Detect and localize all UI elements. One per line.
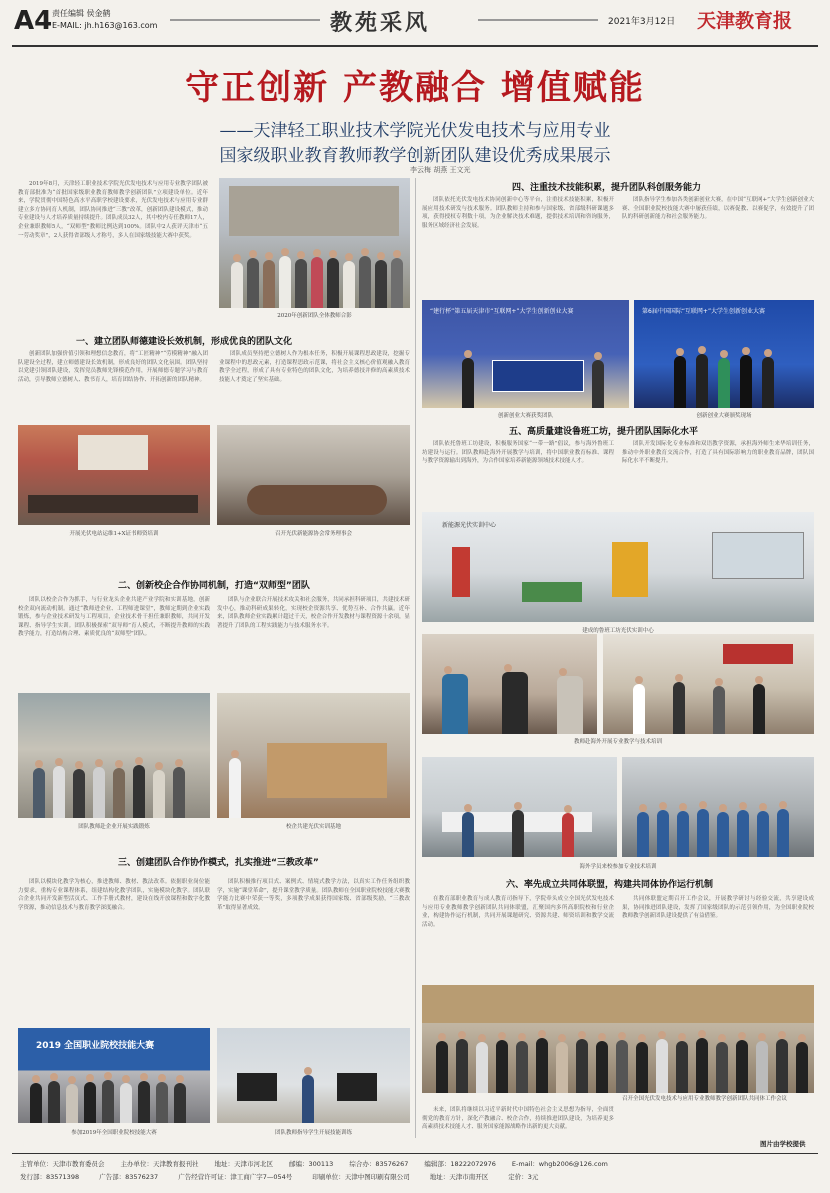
section-6-text-left (422, 895, 614, 975)
column-divider (415, 178, 416, 1138)
footer-item: 综合办：83576267 (349, 1160, 409, 1168)
section-rule-left (170, 19, 320, 21)
person (93, 767, 105, 818)
equipment-cabinet (452, 547, 470, 597)
person (636, 1042, 648, 1093)
person (796, 1042, 808, 1093)
section-5-paragraph: 团队依托鲁班工坊建设，积极服务国家“一带一路”倡议，参与海外鲁班工坊建设与运行。团队教师赴海外开展教学与培训，将中国职业教育标准、课程与教学资源输出到海外，为合作国家培养新能源领域技术技能人才。 (422, 441, 614, 465)
intro-paragraph: 2019年8月，天津轻工职业技术学院光伏发电技术与应用专业教学团队被教育部批准为“首批国家级职业教育教师教学创新团队”立项建设单位。近年来，学院贯彻中国特色高水平高职学校建设要求，光伏发电技术与应用专业群建立多方协同育人机制，团队协同推进“三教”改革，创新团队建设模式，推动专业建设与人才培养质量持续提升。团队成员32人，其中校内专任教师17人，企业兼职教师5人，“双师型”教师比例达到100%。团队中2人获评天津市“五一劳动奖章”，2人获得省部级人才称号，多人在国家级技能大赛中获奖。 (18, 181, 208, 239)
section-2-text-left (18, 596, 210, 688)
person (502, 672, 528, 734)
person (656, 1039, 668, 1093)
banner-text: “建行杯”第五届天津市“互联网+”大学生创新创业大赛 (430, 308, 574, 315)
photo-caption: 开展光伏电站运维1+X证书师资培训 (69, 531, 159, 537)
photo-innovation-award-team (422, 300, 629, 408)
section-6-paragraph: 共同体联盟定期召开工作会议，开展教学研讨与经验交流，共享建设成果，协同推进团队建设，发挥了国家级团队的示范引领作用，为全国职业院校教师教学创新团队建设提供了有益借鉴。 (622, 896, 814, 920)
person (66, 1084, 78, 1123)
footer-item: 地址：天津市河北区 (214, 1160, 273, 1168)
person (279, 256, 291, 308)
person (153, 770, 165, 818)
person (673, 682, 685, 734)
person (776, 1039, 788, 1093)
photo-overseas-teaching (422, 634, 597, 734)
section-heading-2: 二、创新校企合作协同机制，打造“双师型”团队 (118, 581, 310, 591)
person (173, 767, 185, 818)
person (174, 1083, 186, 1123)
person (436, 1041, 448, 1093)
editor-info (52, 8, 157, 32)
section-4-paragraph: 团队依托光伏发电技术协同创新中心等平台，注重技术技能积累，积极开展应用技术研发与技术服务。团队教师主持和参与国家级、省部级科研课题多项，获得授权专利数十项，为企业解决技术难题，提供技术培训和咨询服务，服务区域经济社会发展。 (422, 197, 614, 229)
window-wall (712, 532, 804, 579)
photo-community-meeting (422, 985, 814, 1093)
person (516, 1041, 528, 1093)
section-3-text-left (18, 878, 210, 1026)
footer-divider (12, 1153, 818, 1154)
section-5-paragraph: 团队开发国际化专业标准和双语教学资源，承担海外师生来华培训任务，推动中外职业教育交流合作，打造了具有国际影响力的职业教育品牌，团队国际化水平不断提升。 (622, 441, 814, 465)
photo-caption: 团队教师指导学生开展技能训练 (274, 1130, 352, 1136)
photo-caption: 创新创业大赛获奖团队 (497, 413, 553, 419)
photo-students-lab (422, 757, 617, 857)
photo-caption: 召开光伏新能源协会常务理事会 (274, 531, 352, 537)
section-heading-6: 六、率先成立共同体联盟，构建共同体协作运行机制 (506, 880, 714, 890)
closing-paragraph: 未来，团队将继续以习近平新时代中国特色社会主义思想为指导，全面贯彻党的教育方针，深化产教融合、校企合作，持续推进团队建设，为培养更多高素质技术技能人才、服务国家能源战略作出新的更大贡献。 (422, 1107, 614, 1131)
person (674, 356, 686, 408)
section-4-paragraph: 团队指导学生参加各类创新创业大赛，在中国“互联网+”大学生创新创业大赛、全国职业院校技能大赛中屡获佳绩，以赛促教、以赛促学，有效提升了团队的科研创新能力和社会服务能力。 (622, 197, 814, 221)
photo-trainee-group (622, 757, 814, 857)
person (133, 765, 145, 818)
photo-training-base (217, 693, 410, 818)
footer-item: 邮编：300113 (289, 1160, 334, 1168)
person (696, 354, 708, 408)
person (102, 1080, 114, 1123)
person (716, 1042, 728, 1093)
person (30, 1083, 42, 1123)
section-6-text-right (622, 895, 814, 975)
footer-item: 编辑部：18222072976 (424, 1160, 496, 1168)
person (53, 766, 65, 818)
photo-lab-training (217, 1028, 410, 1123)
footer-row-1 (20, 1159, 820, 1168)
person (777, 809, 789, 857)
section-6-paragraph: 在教育部职业教育与成人教育司指导下，学院牵头成立全国光伏发电技术与应用专业教师教学创新团队共同体联盟，汇聚国内多所高职院校和行业企业，构建协作运行机制，共同开展课题研究、资源共建、师资培训和教学交流活动。 (422, 896, 614, 928)
building-backdrop (229, 186, 399, 236)
footer-item: 广告部：83576237 (99, 1173, 159, 1181)
newspaper-logo: 天津教育报 (697, 10, 793, 32)
person (48, 1081, 60, 1123)
photo-luban-workshop (422, 512, 814, 622)
person (633, 684, 645, 734)
section-2-text-right (217, 596, 410, 688)
meeting-table (247, 485, 387, 515)
person (120, 1083, 132, 1123)
person (476, 1042, 488, 1093)
stage-backdrop (422, 985, 814, 1023)
section-1-paragraph: 团队成员坚持把立德树人作为根本任务，积极开展课程思政建设，挖掘专业课程中的思政元素，打造课程思政示范课，将社会主义核心价值观融入教育教学全过程，形成了具有专业特色的团队文化，为培养德技并修的高素质技术技能人才奠定了坚实基础。 (219, 351, 410, 383)
headline: 守正创新 产教融合 增值赋能 (185, 68, 645, 108)
section-heading-5: 五、高质量建设鲁班工坊，提升团队国际化水平 (509, 427, 699, 437)
section-3-paragraph: 团队积极推行项目式、案例式、情境式教学方法，以真实工作任务组织教学，实施“课堂革命”，提升课堂教学质量。团队教师在全国职业院校技能大赛教学能力比赛中荣获一等奖，多项教学成果获得国家级、省部级奖励，“三教改革”取得显著成效。 (217, 879, 410, 911)
page-number: A4 (14, 6, 53, 36)
person (677, 811, 689, 857)
person (740, 355, 752, 408)
section-1-text-right (219, 350, 410, 420)
person (596, 1041, 608, 1093)
person (676, 1041, 688, 1093)
monitor (337, 1073, 377, 1101)
photo-enterprise-practice (18, 693, 210, 818)
photo-caption: 海外学员来校参加专业技术培训 (579, 864, 657, 870)
footer-item: E-mail：whgb2006@126.com (511, 1160, 608, 1168)
person (359, 256, 371, 308)
subtitle-line-2: 国家级职业教育教师教学创新团队建设优秀成果展示 (219, 146, 611, 166)
photo-skills-competition (18, 1028, 210, 1123)
person (736, 1040, 748, 1093)
person (753, 684, 765, 734)
section-rule-right (478, 19, 598, 21)
person (263, 260, 275, 308)
section-2-paragraph: 团队以校企合作为抓手，与行业龙头企业共建产业学院和实训基地，创新校企双向流动机制。通过“教师进企业、工程师进课堂”，教师定期到企业实践锻炼，参与企业技术研发与工程项目，企业技术骨干担任兼职教师，共同开发课程、指导学生实训。团队积极探索“双导师”育人模式，不断提升教师的实践教学能力，打造结构合理、素质优良的“双师型”团队。 (18, 597, 210, 638)
section-4-text-right (622, 196, 814, 296)
footer-item: 发行部：83571398 (20, 1173, 80, 1181)
section-title: 教苑采风 (330, 11, 431, 36)
banner-text: 2019 全国职业院校技能大赛 (36, 1041, 155, 1051)
workbench (267, 743, 387, 798)
person (302, 1075, 314, 1123)
banner (723, 644, 793, 664)
person (311, 257, 323, 308)
section-heading-1: 一、建立团队师德建设长效机制，形成优良的团队文化 (76, 337, 293, 347)
photo-caption: 参加2019年全国职业院校技能大赛 (71, 1130, 157, 1136)
person (456, 1039, 468, 1093)
person (557, 676, 583, 734)
footer-item: 印刷单位：天津中图印刷有限公司 (312, 1173, 410, 1181)
photo-credit: 图片由学校提供 (760, 1140, 806, 1148)
person (592, 360, 604, 408)
photo-caption: 2020年创新团队全体教师合影 (277, 313, 352, 319)
person (295, 259, 307, 308)
footer-item: 定价：3元 (508, 1173, 539, 1181)
subtitle-line-1: ——天津轻工职业技术学院光伏发电技术与应用专业 (219, 121, 611, 141)
person (442, 674, 468, 734)
section-3-paragraph: 团队以模块化教学为核心，推进教师、教材、教法改革。依据职业岗位能力要求，重构专业课程体系，组建结构化教学团队，实施模块化教学。团队联合企业共同开发新型活页式、工作手册式教材，建设在线开放课程和数字化教学资源，推动信息技术与教育教学深度融合。 (18, 879, 210, 911)
photo-team-group (219, 178, 410, 308)
photo-overseas-training (603, 634, 814, 734)
monitor (237, 1073, 277, 1101)
person (247, 258, 259, 308)
section-2-paragraph: 团队与企业联合开展技术攻关和社会服务，共同承担科研项目，共建技术研发中心，推动科研成果转化，实现校企资源共享、优势互补、合作共赢。近年来，团队教师企业实践累计超过千天，校企合作开发教材与课程资源十余项，显著提升了团队的工程实践能力与技术服务水平。 (217, 597, 410, 629)
photo-caption: 校企共建光伏实训基地 (285, 824, 341, 830)
section-1-text-left (18, 350, 208, 420)
photo-training-session (18, 425, 210, 525)
section-heading-4: 四、注重技术技能积累，提升团队科创服务能力 (512, 183, 702, 193)
person (113, 768, 125, 818)
person (762, 357, 774, 408)
person (637, 812, 649, 857)
footer-row-2 (20, 1172, 820, 1181)
person (33, 768, 45, 818)
intro-text (18, 180, 208, 332)
photo-innovation-award-ceremony (634, 300, 814, 408)
section-6-text-closing (422, 1106, 614, 1146)
person (696, 1038, 708, 1093)
section-heading-3: 三、创建团队合作协作模式，扎实推进“三教改革” (118, 858, 319, 868)
workbench (522, 582, 582, 602)
person (343, 261, 355, 308)
conference-table (28, 495, 198, 513)
person (556, 1042, 568, 1093)
person (718, 358, 730, 408)
person (717, 812, 729, 857)
header-divider (12, 45, 818, 47)
section-1-paragraph: 创新团队加强价值引领和理想信念教育，将“工匠精神”“劳模精神”融入团队建设全过程，建立师德建设长效机制，形成良好的团队文化氛围。团队坚持以党建引领团队建设，发挥党员教师先锋模范作用，开展师德专题学习与教育活动，引导教师立德树人、教书育人，培育团结协作、开拓创新的团队精神。 (18, 351, 208, 383)
photo-caption: 召开全国光伏发电技术与应用专业教师教学创新团队共同体工作会议 (622, 1096, 788, 1102)
photo-caption: 团队教师赴企业开展实践锻炼 (78, 824, 150, 830)
person (462, 358, 474, 408)
section-4-text-left (422, 196, 614, 296)
author-byline: 李云梅 胡燕 王文光 (410, 166, 471, 174)
team-flag (492, 360, 584, 392)
person (73, 769, 85, 818)
person (616, 1040, 628, 1093)
banner-text: 第6届中国国际“互联网+”大学生创新创业大赛 (642, 308, 766, 315)
person (231, 262, 243, 308)
section-3-text-right (217, 878, 410, 1026)
person (84, 1082, 96, 1123)
section-5-text-right (622, 440, 814, 508)
equipment-panel (612, 542, 648, 597)
person (375, 260, 387, 308)
footer-item: 主管单位：天津市教育委员会 (20, 1160, 105, 1168)
person (697, 809, 709, 857)
person (156, 1082, 168, 1123)
person (391, 258, 403, 308)
footer-item: 地址：天津市南开区 (429, 1173, 489, 1181)
person (756, 1041, 768, 1093)
person (757, 811, 769, 857)
person (657, 810, 669, 857)
banner-text: 新能源光伏实训中心 (442, 522, 497, 529)
photo-caption: 教师赴海外开展专业教学与技术培训 (573, 739, 662, 745)
person (327, 258, 339, 308)
person (737, 810, 749, 857)
person (536, 1038, 548, 1093)
screen (78, 435, 148, 470)
footer-item: 主办单位：天津教育报刊社 (120, 1160, 199, 1168)
photo-council-meeting (217, 425, 410, 525)
person (138, 1081, 150, 1123)
footer-item: 广告经营许可证：津工商广字7—054号 (178, 1173, 293, 1181)
person (496, 1040, 508, 1093)
editor-email: E-MAIL: jh.h163@163.com (52, 21, 158, 30)
person (512, 810, 524, 857)
person (462, 812, 474, 857)
photo-caption: 建成的鲁班工坊光伏实训中心 (582, 628, 654, 634)
editor-name: 责任编辑 侯金鹤 (52, 9, 111, 18)
person (576, 1039, 588, 1093)
person (562, 813, 574, 857)
person (229, 758, 241, 818)
section-5-text-left (422, 440, 614, 508)
person (713, 686, 725, 734)
photo-caption: 创新创业大赛颁奖现场 (696, 413, 752, 419)
issue-date: 2021年3月12日 (608, 17, 676, 27)
